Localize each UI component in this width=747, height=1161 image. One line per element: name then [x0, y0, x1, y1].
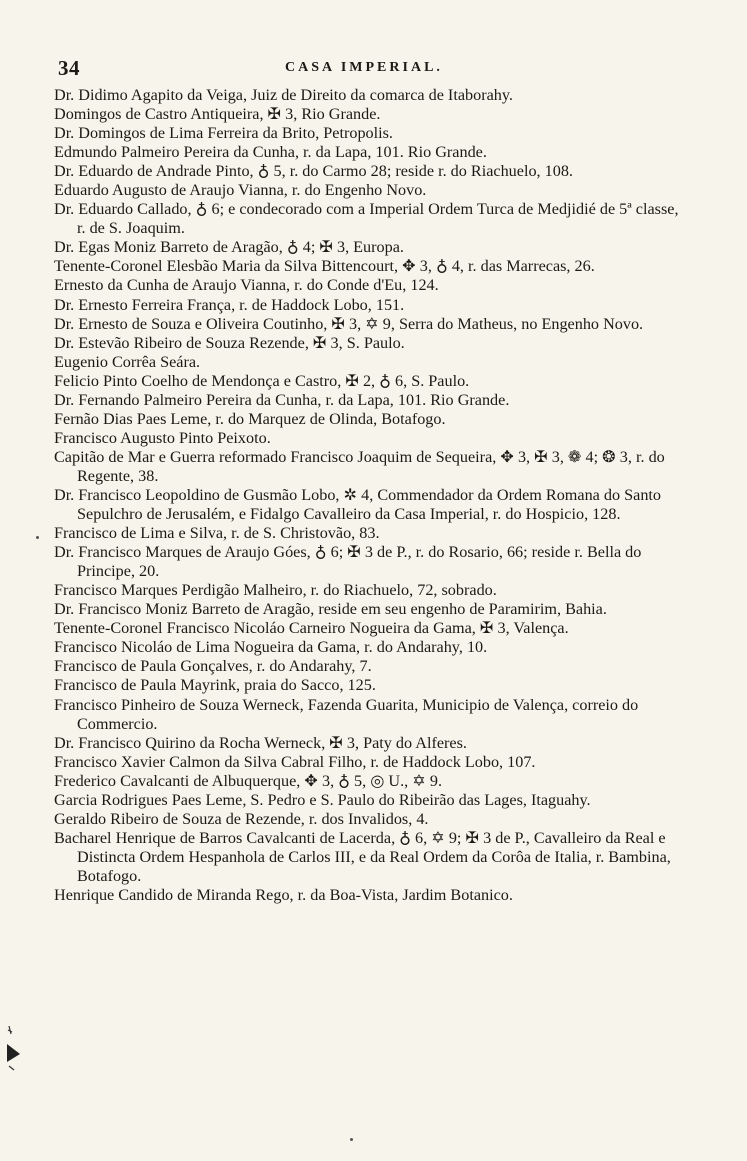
directory-entry: Garcia Rodrigues Paes Leme, S. Pedro e S. Paulo do Ribeirão das Lages, Itaguahy. [54, 790, 591, 809]
directory-entry: Domingos de Castro Antiqueira, ✠ 3, Rio Grande. [54, 105, 381, 124]
directory-entry: Francisco Pinheiro de Souza Werneck, Fazenda Guarita, Municipio de Valença, correio do Commercio. [54, 695, 639, 733]
directory-entry: Francisco de Paula Mayrink, praia do Sacco, 125. [54, 676, 376, 695]
directory-entry: Eugenio Corrêa Seára. [54, 352, 201, 371]
directory-entry: Tenente-Coronel Elesbão Maria da Silva Bittencourt, ✥ 3, ♁ 4, r. das Marrecas, 26. [54, 257, 595, 276]
stray-mark [36, 536, 39, 539]
directory-entry: Capitão de Mar e Guerra reformado Francisco Joaquim de Sequeira, ✥ 3, ✠ 3, ❁ 4; ❂ 3, r. do Regente, 38. [54, 447, 665, 485]
directory-entry: Ernesto da Cunha de Araujo Vianna, r. do Conde d'Eu, 124. [54, 276, 439, 295]
directory-entry: Dr. Estevão Ribeiro de Souza Rezende, ✠ 3, S. Paulo. [54, 333, 405, 352]
directory-entry: Dr. Francisco Quirino da Rocha Werneck, ✠ 3, Paty do Alferes. [54, 733, 467, 752]
directory-entry: Geraldo Ribeiro de Souza de Rezende, r. dos Invalidos, 4. [54, 809, 429, 828]
directory-entry: Dr. Eduardo Callado, ♁ 6; e condecorado com a Imperial Ordem Turca de Medjidié de 5ª classe, r. de S. Joaquim. [54, 200, 679, 238]
directory-entry: Francisco Xavier Calmon da Silva Cabral Filho, r. de Haddock Lobo, 107. [54, 752, 536, 771]
directory-entry: Francisco Augusto Pinto Peixoto. [54, 428, 271, 447]
directory-entry: Dr. Francisco Moniz Barreto de Aragão, reside em seu engenho de Paramirim, Bahia. [54, 600, 607, 619]
directory-entry: Dr. Ernesto de Souza e Oliveira Coutinho, ✠ 3, ✡ 9, Serra do Matheus, no Engenho Novo. [54, 314, 644, 333]
directory-entry: Dr. Egas Moniz Barreto de Aragão, ♁ 4; ✠ 3, Europa. [54, 238, 404, 257]
directory-entries [54, 86, 690, 905]
directory-entry: Henrique Candido de Miranda Rego, r. da Boa-Vista, Jardim Botanico. [54, 885, 513, 904]
directory-entry: Francisco Nicoláo de Lima Nogueira da Gama, r. do Andarahy, 10. [54, 638, 488, 657]
running-title: CASA IMPERIAL. [285, 60, 443, 75]
page-header [54, 56, 690, 82]
directory-entry: Dr. Eduardo de Andrade Pinto, ♁ 5, r. do Carmo 28; reside r. do Riachuelo, 108. [54, 162, 573, 181]
margin-arrow-mark [6, 1024, 22, 1072]
directory-entry: Fernão Dias Paes Leme, r. do Marquez de Olinda, Botafogo. [54, 409, 446, 428]
directory-entry: Dr. Francisco Marques de Araujo Góes, ♁ 6; ✠ 3 de P., r. do Rosario, 66; reside r. Bella do Principe, 20. [54, 543, 642, 581]
directory-entry: Eduardo Augusto de Araujo Vianna, r. do Engenho Novo. [54, 181, 427, 200]
directory-entry: Dr. Didimo Agapito da Veiga, Juiz de Direito da comarca de Itaborahy. [54, 86, 513, 104]
directory-entry: Francisco de Lima e Silva, r. de S. Christovão, 83. [54, 524, 380, 543]
directory-entry: Tenente-Coronel Francisco Nicoláo Carneiro Nogueira da Gama, ✠ 3, Valença. [54, 619, 569, 638]
document-page [54, 56, 690, 905]
directory-entry: Dr. Francisco Leopoldino de Gusmão Lobo, ✲ 4, Commendador da Ordem Romana do Santo Sepulchro de Jerusalém, e Fidalgo Cavalleiro da Casa Imperial, r. do Hospicio, 128. [54, 485, 661, 524]
page-number: 34 [58, 56, 80, 80]
directory-entry: Dr. Domingos de Lima Ferreira da Brito, Petropolis. [54, 124, 393, 143]
directory-entry: Bacharel Henrique de Barros Cavalcanti de Lacerda, ♁ 6, ✡ 9; ✠ 3 de P., Cavalleiro da Real e Distincta Ordem Hespanhola de Carlos III, e da Real Ordem da Corôa de Italia, r. Bambina, Botafogo. [54, 828, 671, 885]
directory-entry: Edmundo Palmeiro Pereira da Cunha, r. da Lapa, 101. Rio Grande. [54, 143, 487, 162]
directory-entry: Francisco de Paula Gonçalves, r. do Andarahy, 7. [54, 657, 372, 676]
directory-entry: Dr. Ernesto Ferreira França, r. de Haddock Lobo, 151. [54, 295, 405, 314]
directory-entry: Dr. Fernando Palmeiro Pereira da Cunha, r. da Lapa, 101. Rio Grande. [54, 390, 510, 409]
directory-entry: Francisco Marques Perdigão Malheiro, r. do Riachuelo, 72, sobrado. [54, 581, 497, 600]
directory-entry: Frederico Cavalcanti de Albuquerque, ✥ 3, ♁ 5, ◎ U., ✡ 9. [54, 771, 442, 790]
stray-mark [350, 1138, 353, 1141]
directory-entry: Felicio Pinto Coelho de Mendonça e Castro, ✠ 2, ♁ 6, S. Paulo. [54, 371, 470, 390]
